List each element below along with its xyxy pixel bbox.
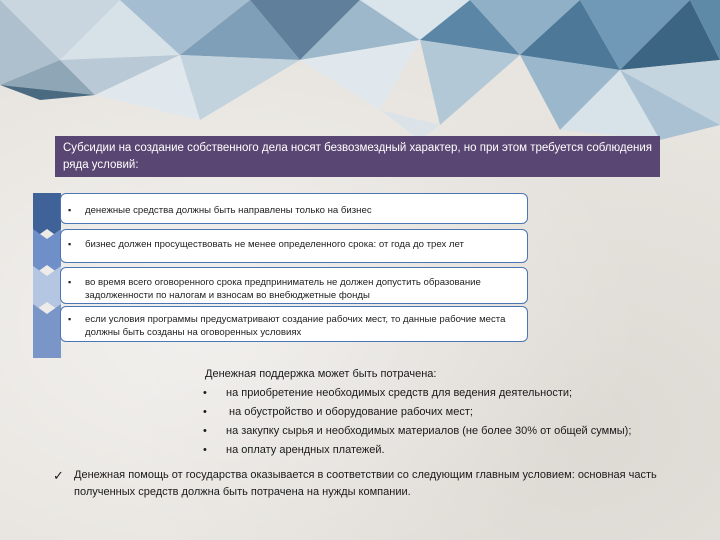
condition-text: денежные средства должны быть направлены только на бизнес <box>85 205 372 216</box>
condition-text: если условия программы предусматривают создание рабочих мест, то данные рабочие места должны быть созданы на оговоренных условиях <box>85 314 506 338</box>
list-item <box>203 441 708 460</box>
low-poly-decoration <box>0 0 720 140</box>
condition-text: во время всего оговоренного срока предприниматель не должен допустить образование задолженности по налогам и взносам во внебюджетные фонды <box>85 277 481 301</box>
support-title: Денежная поддержка может быть потрачена: <box>205 368 437 380</box>
square-bullet-icon: ▪ <box>68 314 72 324</box>
square-bullet-icon: ▪ <box>68 277 72 287</box>
list-item-text: на закупку сырья и необходимых материалов (не более 30% от общей суммы); <box>226 425 632 437</box>
subsidy-conditions-header <box>55 136 660 177</box>
bullet-icon: • <box>203 444 207 456</box>
condition-item <box>60 267 528 304</box>
list-item-text: на оплату арендных платежей. <box>226 444 385 456</box>
support-spending-list <box>203 365 708 460</box>
list-item-text: на приобретение необходимых средств для ведения деятельности; <box>226 387 573 399</box>
checkmark-icon: ✓ <box>53 468 64 483</box>
list-item-text: на обустройство и оборудование рабочих мест; <box>226 406 473 418</box>
square-bullet-icon: ▪ <box>68 205 72 215</box>
bullet-icon: • <box>203 387 207 399</box>
condition-item <box>60 306 528 342</box>
list-item <box>203 403 708 422</box>
square-bullet-icon: ▪ <box>68 239 72 249</box>
chevron-4-icon <box>33 304 61 358</box>
list-item <box>203 384 708 403</box>
condition-text: бизнес должен просуществовать не менее определенного срока: от года до трех лет <box>85 239 464 250</box>
list-item <box>203 422 708 441</box>
condition-item <box>60 193 528 224</box>
bullet-icon: • <box>203 425 207 437</box>
bullet-icon: • <box>203 406 207 418</box>
header-text: Субсидии на создание собственного дела носят безвозмездный характер, но при этом требуется соблюдения ряда условий: <box>63 142 652 171</box>
conclusion-text: Денежная помощь от государства оказывается в соответствии со следующим главным условием: основная часть полученных средств должна быть потрачена на нужды компании. <box>74 469 657 498</box>
condition-item <box>60 229 528 263</box>
main-condition-note <box>53 467 673 501</box>
